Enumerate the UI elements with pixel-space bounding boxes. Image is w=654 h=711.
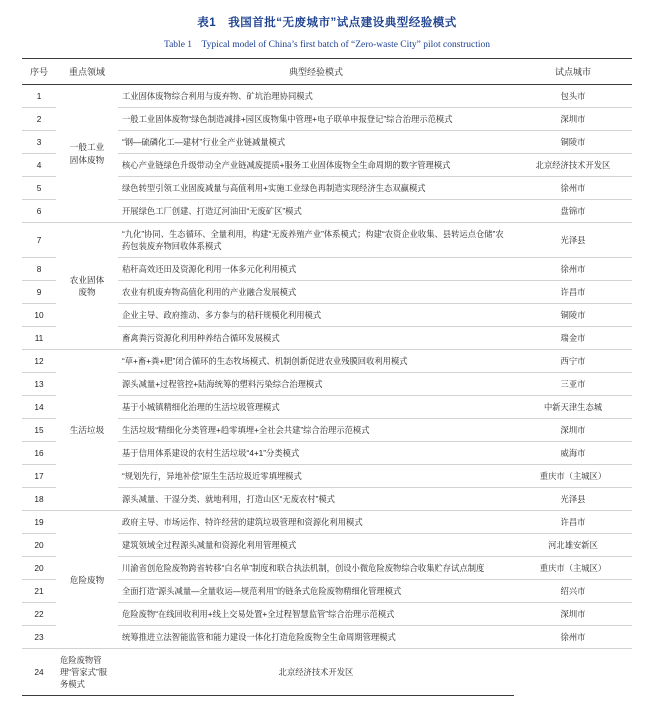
cell-no: 18 bbox=[22, 488, 56, 511]
cell-no: 19 bbox=[22, 511, 56, 534]
cell-city: 包头市 bbox=[514, 85, 632, 108]
cell-mode: 危险废物管理“管家式”服务模式 bbox=[56, 649, 118, 696]
cell-mode: 一般工业固体废物“绿色制造减排+园区废物集中管理+电子联单申报登记”综合治理示范模式 bbox=[118, 108, 514, 131]
cell-mode: “草+畜+粪+肥”闭合循环的生态牧场模式、机制创新促进农业残膜回收利用模式 bbox=[118, 350, 514, 373]
cell-no: 7 bbox=[22, 223, 56, 258]
cell-no: 1 bbox=[22, 85, 56, 108]
table-row bbox=[22, 350, 632, 373]
cell-area: 生活垃圾 bbox=[56, 350, 118, 511]
cell-city: 威海市 bbox=[514, 442, 632, 465]
column-header-mode: 典型经验模式 bbox=[118, 59, 514, 85]
cell-city: 铜陵市 bbox=[514, 304, 632, 327]
cell-city: 中新天津生态城 bbox=[514, 396, 632, 419]
table-header-row bbox=[22, 59, 632, 85]
cell-mode: 企业主导、政府推动、多方参与的秸秆规模化利用模式 bbox=[118, 304, 514, 327]
cell-no: 8 bbox=[22, 258, 56, 281]
cell-area: 危险废物 bbox=[56, 511, 118, 649]
cell-no: 2 bbox=[22, 108, 56, 131]
cell-city: 北京经济技术开发区 bbox=[118, 649, 514, 696]
cell-mode: 秸秆高效还田及资源化利用一体多元化利用模式 bbox=[118, 258, 514, 281]
cell-city: 深圳市 bbox=[514, 419, 632, 442]
cell-city: 三亚市 bbox=[514, 373, 632, 396]
table-row bbox=[22, 85, 632, 108]
cell-mode: 核心产业链绿色升级带动全产业链减废提质+服务工业固体废物全生命周期的数字管理模式 bbox=[118, 154, 514, 177]
cell-city: 许昌市 bbox=[514, 511, 632, 534]
cell-mode: 源头减量、干湿分类、就地利用，打造山区“无废农村”模式 bbox=[118, 488, 514, 511]
cell-no: 14 bbox=[22, 396, 56, 419]
cell-no: 6 bbox=[22, 200, 56, 223]
cell-city: 河北雄安新区 bbox=[514, 534, 632, 557]
table-title-cn: 表1 我国首批“无废城市”试点建设典型经验模式 bbox=[197, 17, 457, 29]
column-header-city: 试点城市 bbox=[514, 59, 632, 85]
table-row bbox=[22, 223, 632, 258]
cell-mode: 绿色转型引领工业固废减量与高值利用+实施工业绿色再制造实现经济生态双赢模式 bbox=[118, 177, 514, 200]
cell-city: 西宁市 bbox=[514, 350, 632, 373]
cell-no: 20 bbox=[22, 557, 56, 580]
cell-no: 10 bbox=[22, 304, 56, 327]
cell-mode: 农业有机废弃物高值化利用的产业融合发展模式 bbox=[118, 281, 514, 304]
cell-mode: “钢—硫磷化工—建材”行业全产业链减量模式 bbox=[118, 131, 514, 154]
cell-mode: 工业固体废物综合利用与废弃物、矿坑治理协同模式 bbox=[118, 85, 514, 108]
cell-city: 徐州市 bbox=[514, 258, 632, 281]
cell-city: 重庆市（主城区） bbox=[514, 557, 632, 580]
cell-city: 徐州市 bbox=[514, 177, 632, 200]
cell-city: 绍兴市 bbox=[514, 580, 632, 603]
cell-mode: 统筹推进立法智能监管和能力建设一体化打造危险废物全生命周期管理模式 bbox=[118, 626, 514, 649]
cell-mode: “九化”协同、生态循环、全量利用，构建“无废养殖产业”体系模式；构建“农资企业收集、县转运点仓储”农药包装废弃物回收体系模式 bbox=[118, 223, 514, 258]
cell-mode: 基于小城镇精细化治理的生活垃圾管理模式 bbox=[118, 396, 514, 419]
cell-no: 20 bbox=[22, 534, 56, 557]
cell-no: 15 bbox=[22, 419, 56, 442]
cell-area: 农业固体 废物 bbox=[56, 223, 118, 350]
cell-no: 4 bbox=[22, 154, 56, 177]
cell-no: 9 bbox=[22, 281, 56, 304]
cell-mode: 政府主导、市场运作、特许经营的建筑垃圾管理和资源化利用模式 bbox=[118, 511, 514, 534]
cell-city: 重庆市（主城区） bbox=[514, 465, 632, 488]
cell-city: 深圳市 bbox=[514, 603, 632, 626]
cell-no: 5 bbox=[22, 177, 56, 200]
cell-mode: “规划先行，异地补偿”原生生活垃圾近零填埋模式 bbox=[118, 465, 514, 488]
cell-mode: 危险废物“在线回收利用+线上交易处置+全过程智慧监管”综合治理示范模式 bbox=[118, 603, 514, 626]
cell-mode: 生活垃圾“精细化分类管理+趋零填埋+全社会共建”综合治理示范模式 bbox=[118, 419, 514, 442]
cell-city: 深圳市 bbox=[514, 108, 632, 131]
cell-mode: 建筑领域全过程源头减量和资源化利用管理模式 bbox=[118, 534, 514, 557]
column-header-no: 序号 bbox=[22, 59, 56, 85]
cell-mode: 源头减量+过程管控+陆海统筹的塑料污染综合治理模式 bbox=[118, 373, 514, 396]
zero-waste-city-table bbox=[22, 58, 632, 696]
table-header bbox=[22, 59, 632, 85]
table-title-en: Table 1 Typical model of China’s first batch of “Zero-waste City” pilot construction bbox=[163, 40, 491, 50]
cell-no: 23 bbox=[22, 626, 56, 649]
cell-city: 光泽县 bbox=[514, 223, 632, 258]
table-row bbox=[22, 511, 632, 534]
cell-city: 光泽县 bbox=[514, 488, 632, 511]
cell-no: 17 bbox=[22, 465, 56, 488]
table-body bbox=[22, 85, 632, 696]
cell-no: 22 bbox=[22, 603, 56, 626]
cell-city: 铜陵市 bbox=[514, 131, 632, 154]
cell-mode: 畜禽粪污资源化利用种养结合循环发展模式 bbox=[118, 327, 514, 350]
cell-no: 13 bbox=[22, 373, 56, 396]
cell-mode: 开展绿色工厂创建、打造辽河油田“无废矿区”模式 bbox=[118, 200, 514, 223]
cell-city: 盘锦市 bbox=[514, 200, 632, 223]
cell-mode: 基于信用体系建设的农村生活垃圾“4+1”分类模式 bbox=[118, 442, 514, 465]
cell-no: 3 bbox=[22, 131, 56, 154]
column-header-area: 重点领域 bbox=[56, 59, 118, 85]
cell-city: 徐州市 bbox=[514, 626, 632, 649]
cell-city: 许昌市 bbox=[514, 281, 632, 304]
cell-area: 一般工业 固体废物 bbox=[56, 85, 118, 223]
cell-no: 12 bbox=[22, 350, 56, 373]
cell-city: 北京经济技术开发区 bbox=[514, 154, 632, 177]
cell-no: 21 bbox=[22, 580, 56, 603]
cell-city: 瑞金市 bbox=[514, 327, 632, 350]
cell-no: 16 bbox=[22, 442, 56, 465]
cell-no: 24 bbox=[22, 649, 56, 696]
cell-mode: 全面打造“源头减量—全量收运—规范利用”的链条式危险废物精细化管理模式 bbox=[118, 580, 514, 603]
cell-no: 11 bbox=[22, 327, 56, 350]
cell-mode: 川渝省创危险废物跨省转移“白名单”制度和联合执法机制，创设小微危险废物综合收集贮存试点制度 bbox=[118, 557, 514, 580]
table-row bbox=[22, 649, 632, 696]
